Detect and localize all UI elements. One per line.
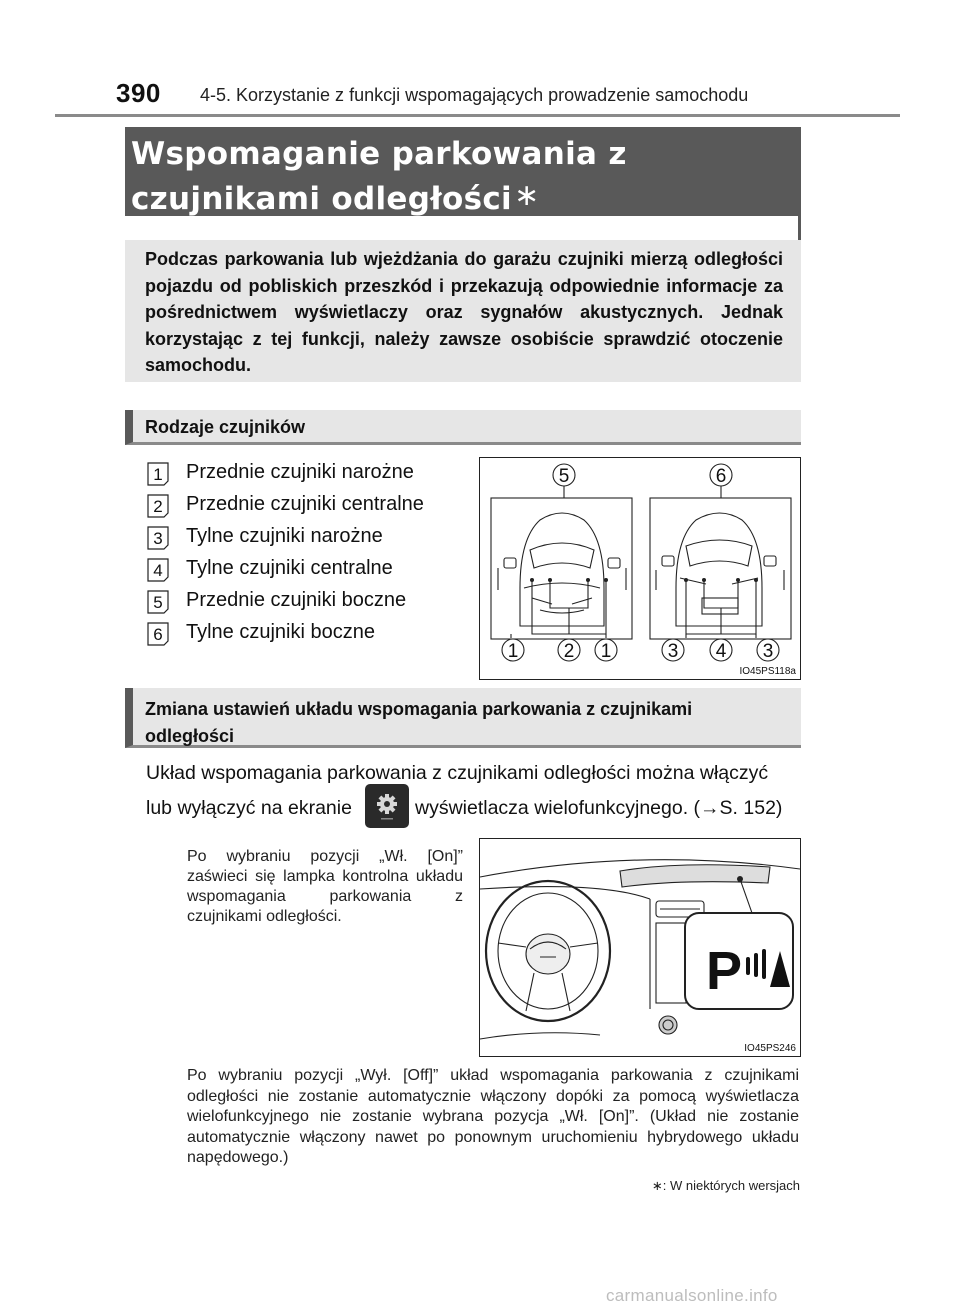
header-divider <box>55 114 900 117</box>
start-button <box>659 1016 677 1034</box>
note-on-indicator: Po wybraniu pozycji „Wł. [On]” zaświeci się lampka kontrolna układu wspomagania parkowania z czujnikami odległości. <box>187 848 463 925</box>
callout-label: 6 <box>715 466 727 487</box>
page-title <box>131 133 791 220</box>
number-badge-icon <box>146 525 170 551</box>
footnote: ∗: W niektórych wersjach <box>651 1178 800 1193</box>
dashboard-indicator-figure <box>479 838 801 1057</box>
parking-indicator-letter: P <box>705 941 743 1001</box>
intro-box <box>125 240 801 382</box>
callout-label: 1 <box>507 641 519 662</box>
front-car-body <box>520 513 604 626</box>
figure-id: IO45PS246 <box>744 1043 796 1054</box>
intro-text: Podczas parkowania lub wjeżdżania do garażu czujniki mierzą odległości pojazdu od pobliskich przeszkód i przekazują odpowiednie informacje za pośrednictwem wyświetlaczy oraz sygnałów akustycznych. Jednak korzystając z tej funkcji, należy zawsze osobiście sprawdzić otoczenie samochodu. <box>145 249 783 375</box>
figure-id: IO45PS118a <box>739 666 796 677</box>
list-item-label: Przednie czujniki narożne <box>186 461 414 483</box>
front-left-mirror <box>504 558 516 568</box>
title-divider <box>798 196 801 241</box>
rear-right-mirror <box>764 556 776 566</box>
instrument-display <box>620 865 770 887</box>
front-right-mirror <box>608 558 620 568</box>
rear-left-mirror <box>662 556 674 566</box>
number-badge-icon <box>146 589 170 615</box>
section-heading-sensor-types <box>125 410 801 445</box>
page-title-text: Wspomaganie parkowania z czujnikami odległości <box>131 136 627 217</box>
section-title-box <box>125 127 801 216</box>
rear-window <box>686 540 752 566</box>
badge-number: 3 <box>153 529 163 548</box>
section-heading-text: Zmiana ustawień układu wspomagania parkowania z czujnikami odległości <box>145 699 693 746</box>
page-number: 390 <box>116 78 161 108</box>
front-windshield <box>530 543 594 568</box>
dashboard-illustration <box>480 839 800 1056</box>
callout-label: 3 <box>762 641 774 662</box>
number-badge-icon <box>146 557 170 583</box>
body-text-line1: Układ wspomagania parkowania z czujnikami odległości można włączyć <box>146 762 769 784</box>
badge-number: 1 <box>153 465 163 484</box>
list-item-label: Tylne czujniki centralne <box>186 557 393 579</box>
center-panel <box>656 923 686 1003</box>
chapter-title: 4-5. Korzystanie z funkcji wspomagających prowadzenie samochodu <box>200 85 749 105</box>
sensor-location-figure <box>479 457 801 680</box>
badge-number: 6 <box>153 625 163 644</box>
settings-gear-icon <box>365 784 409 828</box>
badge-number: 4 <box>153 561 163 580</box>
section-heading-text: Rodzaje czujników <box>145 417 306 437</box>
callout-label: 3 <box>667 641 679 662</box>
callout-label: 5 <box>558 466 570 487</box>
watermark: carmanualsonline.info <box>606 1286 778 1305</box>
callout-label: 1 <box>600 641 612 662</box>
list-item-label: Tylne czujniki narożne <box>186 525 383 547</box>
badge-number: 5 <box>153 593 163 612</box>
number-badge-icon <box>146 461 170 487</box>
callout-label: 2 <box>563 641 575 662</box>
list-item-label: Tylne czujniki boczne <box>186 621 375 643</box>
car-sensor-illustration <box>480 458 800 679</box>
number-badge-icon <box>146 493 170 519</box>
body-text-line2-start: lub wyłączyć na ekranie <box>146 797 352 819</box>
number-badge-icon <box>146 621 170 647</box>
rear-plate <box>702 598 738 614</box>
rear-car-body <box>676 513 762 626</box>
badge-number: 2 <box>153 497 163 516</box>
list-item-label: Przednie czujniki boczne <box>186 589 407 611</box>
title-footnote-marker: ∗ <box>513 178 540 213</box>
list-item-label: Przednie czujniki centralne <box>186 493 424 515</box>
steering-hub <box>526 934 570 974</box>
callout-label: 4 <box>715 641 727 662</box>
section-heading-settings <box>125 688 801 748</box>
note-off-behaviour: Po wybraniu pozycji „Wył. [Off]” układ wspomagania parkowania z czujnikami odległości nie zostanie automatycznie włączony dopóki za pomocą wyświetlacza wielofunkcyjnego nie zostanie wybrana pozycja „Wł. [On]”. (Układ nie zostanie automatycznie włączony nawet po ponownym uruchomieniu hybrydowego układu napędowego.) <box>187 1067 799 1166</box>
body-text-line2-end: wyświetlacza wielofunkcyjnego. (→S. 152) <box>415 797 783 819</box>
